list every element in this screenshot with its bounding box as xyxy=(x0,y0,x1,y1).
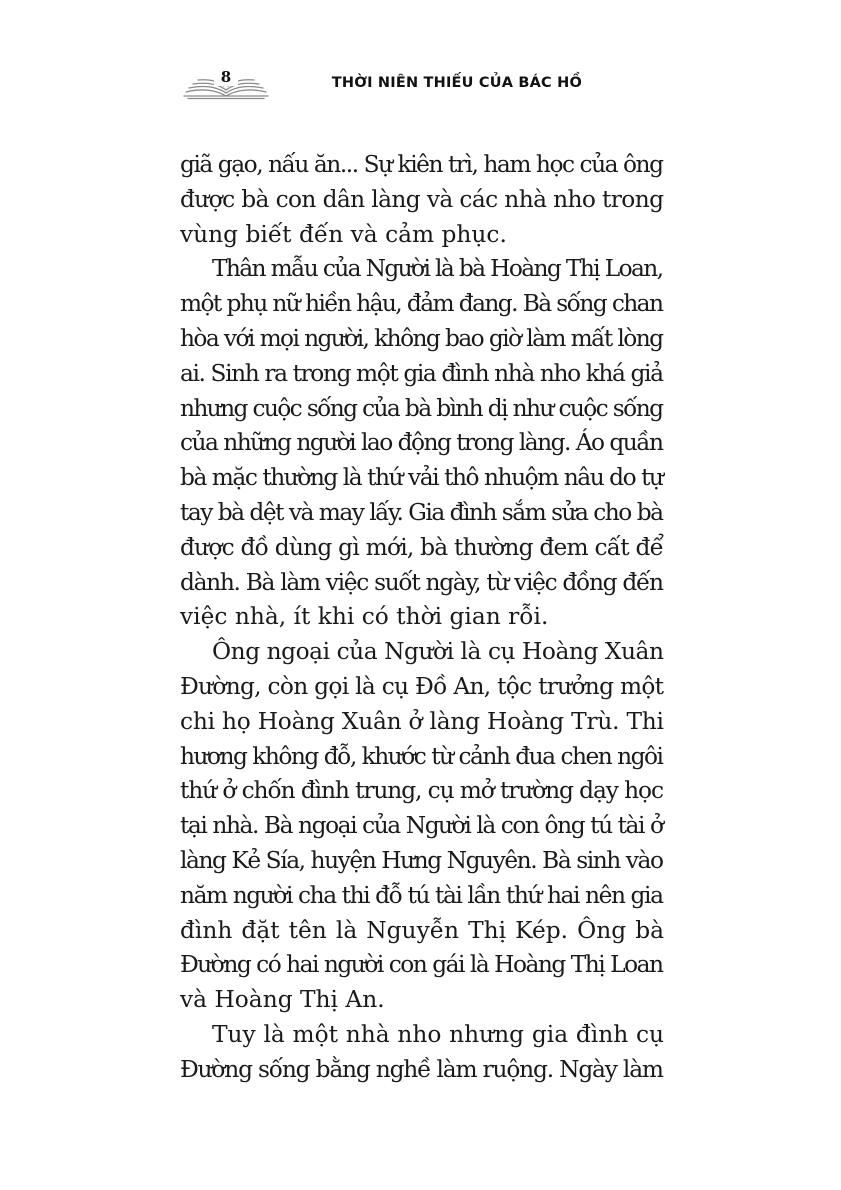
text-line: thứ ở chốn đình trung, cụ mở trường dạy học xyxy=(180,777,663,805)
text-line: năm người cha thi đỗ tú tài lần thứ hai nên gia xyxy=(180,881,663,909)
text-line: làng Kẻ Sía, huyện Hưng Nguyên. Bà sinh vào xyxy=(180,846,663,874)
text-line: nhưng cuộc sống của bà bình dị như cuộc sống xyxy=(180,394,663,422)
page-number: 8 xyxy=(220,68,232,86)
paragraph xyxy=(180,1018,664,1088)
text-line: tại nhà. Bà ngoại của Người là con ông tú tài ở xyxy=(180,812,663,840)
text-line: Thân mẫu của Người là bà Hoàng Thị Loan, xyxy=(212,255,663,283)
text-line: của những người lao động trong làng. Áo quần xyxy=(180,429,663,457)
text-line: Ông ngoại của Người là cụ Hoàng Xuân xyxy=(212,638,664,666)
text-line: tay bà dệt và may lấy. Gia đình sắm sửa cho bà xyxy=(180,498,663,526)
text-line: được đồ dùng gì mới, bà thường đem cất để xyxy=(180,533,664,561)
text-line: Đường có hai người con gái là Hoàng Thị Loan xyxy=(180,951,663,979)
text-line: hương không đỗ, khước từ cảnh đua chen ngôi xyxy=(180,742,663,770)
text-line: Tuy là một nhà nho nhưng gia đình cụ xyxy=(212,1020,664,1048)
text-line: bà mặc thường là thứ vải thô nhuộm nâu do tự xyxy=(180,464,663,492)
paragraph xyxy=(180,252,664,635)
text-line: chi họ Hoàng Xuân ở làng Hoàng Trù. Thi xyxy=(180,707,664,735)
text-line: vùng biết đến và cảm phục. xyxy=(180,220,507,248)
paragraph xyxy=(180,148,664,252)
paragraph xyxy=(180,635,664,1018)
running-title: THỜI NIÊN THIẾU CỦA BÁC HỒ xyxy=(331,75,582,91)
text-line: việc nhà, ít khi có thời gian rỗi. xyxy=(180,603,549,631)
text-line: và Hoàng Thị An. xyxy=(180,986,385,1014)
text-line: ai. Sinh ra trong một gia đình nhà nho khá giả xyxy=(180,359,663,387)
text-line: dành. Bà làm việc suốt ngày, từ việc đồng đến xyxy=(180,568,663,596)
text-line: đình đặt tên là Nguyễn Thị Kép. Ông bà xyxy=(180,916,664,944)
text-line: Đường, còn gọi là cụ Đồ An, tộc trưởng một xyxy=(180,672,664,700)
text-line: giã gạo, nấu ăn... Sự kiên trì, ham học của ông xyxy=(180,151,663,178)
page-header xyxy=(180,62,660,106)
body-text xyxy=(180,148,664,1088)
text-line: được bà con dân làng và các nhà nho trong xyxy=(180,185,664,213)
text-line: Đường sống bằng nghề làm ruộng. Ngày làm xyxy=(180,1055,663,1083)
text-line: một phụ nữ hiền hậu, đảm đang. Bà sống chan xyxy=(180,290,663,318)
text-line: hòa với mọi người, không bao giờ làm mất lòng xyxy=(180,324,663,352)
